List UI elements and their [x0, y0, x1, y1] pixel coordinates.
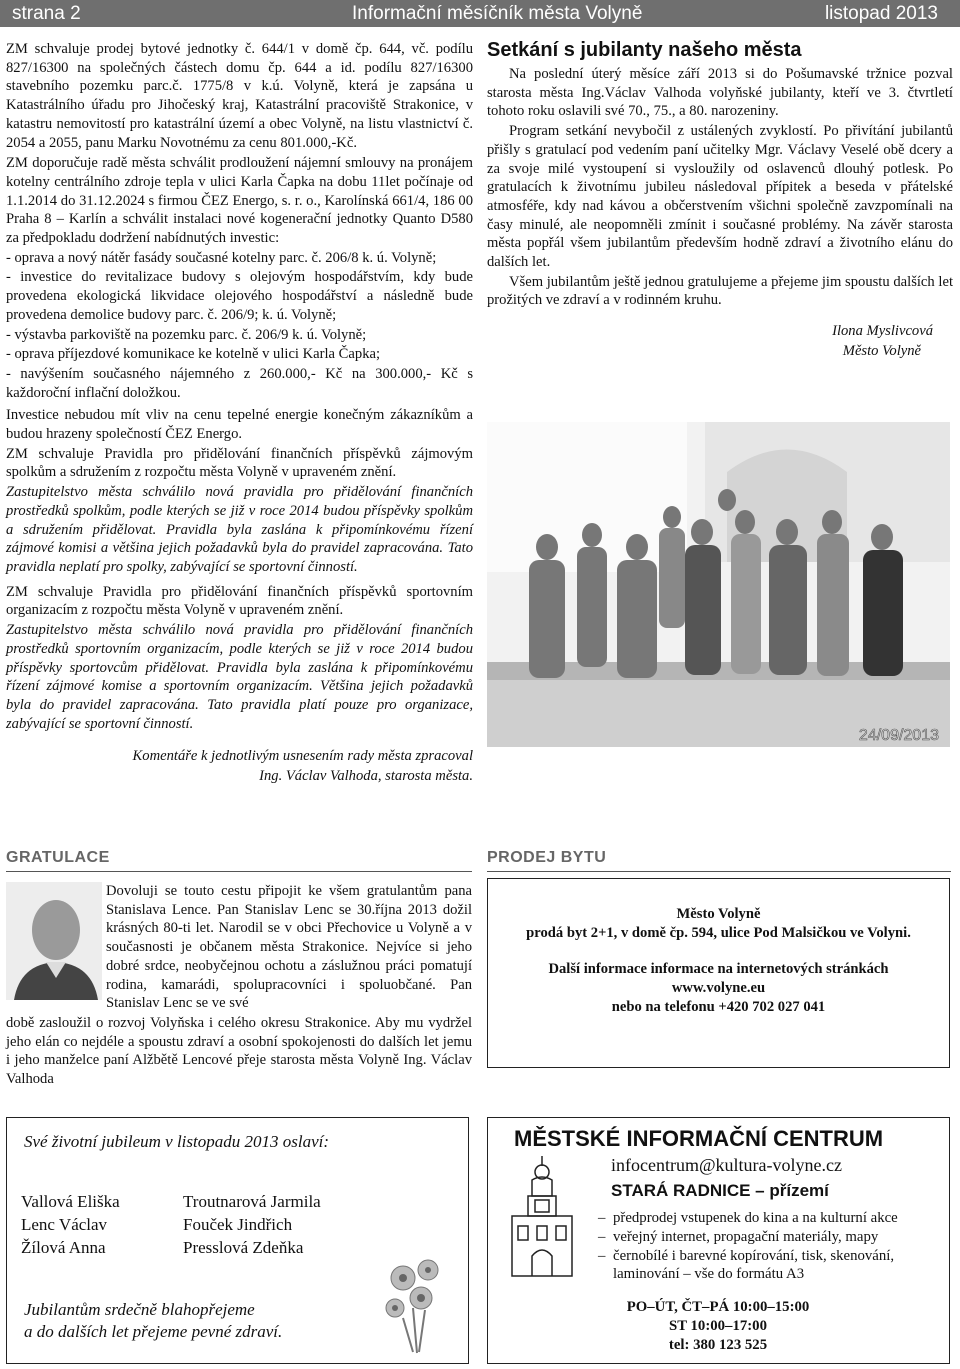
jubilant-name: Žílová Anna — [21, 1238, 106, 1257]
photo-date-stamp: 24/09/2013 — [858, 727, 939, 744]
article-author: Ilona Myslivcová — [832, 323, 933, 340]
group-photo-illustration — [487, 422, 950, 747]
article-title: Setkání s jubilanty našeho města — [487, 39, 802, 61]
names-left — [21, 1190, 120, 1259]
section-divider — [6, 871, 472, 872]
gratulace-text-indented: Dovoluji se touto cestu připojit ke všem gratulantům pana Stanislava Lence. Pan Stanislav Lenc se 30.října 2013 dožil krásných 80-ti let. Narodil se v obci Přechovice u Volyně a v současnosti je občanem města Strakonice. Nejvíce si jeho dobré srdce, neobyčejnou ochotu a záslužnou práci pomatují rodina, kamarádi, spolupracovníci i spoluobčané. Pan Stanislav Lenc se ve své — [106, 883, 472, 1012]
gratulace-text — [6, 882, 472, 1090]
resolution-clubs: ZM schvaluje Pravidla pro přidělování finančních příspěvků zájmovým spolkům a sdružením z rozpočtu města Volyně v upraveném znění. — [6, 445, 473, 481]
service-item: – černobílé i barevné kopírování, tisk, skenování, laminování – vše do formátu A3 — [598, 1247, 895, 1283]
birthday-wish-2: a do dalších let přejeme pevné zdraví. — [24, 1322, 283, 1341]
investment-list — [6, 249, 473, 403]
jubilee-article — [487, 38, 953, 362]
list-item: - výstavba parkoviště na pozemku parc. č. 206/9 k. ú. Volyně; — [6, 326, 367, 343]
services-list — [598, 1209, 943, 1284]
birthday-wish-1: Jubilantům srdečně blahopřejeme — [24, 1300, 255, 1319]
sale-city: Město Volyně — [676, 906, 761, 922]
jubilant-name: Lenc Václav — [21, 1215, 108, 1234]
sale-offer: prodá byt 2+1, v domě čp. 594, ulice Pod Malsičkou ve Volyni. — [526, 925, 911, 941]
info-centre-email: infocentrum@kultura-volyne.cz — [611, 1155, 842, 1175]
section-label-prodej: PRODEJ BYTU — [487, 849, 607, 866]
birthday-heading: Své životní jubileum v listopadu 2013 oslaví: — [24, 1132, 330, 1151]
sale-phone: nebo na telefonu +420 702 027 041 — [611, 999, 826, 1015]
names-right — [183, 1190, 321, 1259]
page-header — [0, 0, 960, 27]
page-number: strana 2 — [12, 3, 81, 24]
list-item: - oprava a nový nátěr fasády současné kotelny parc. č. 206/8 k. ú. Volyně; — [6, 249, 437, 266]
sports-comment: Zastupitelstvo města schválilo nová pravidla pro přidělování finančních prostředků sportovním organizacím, podle kterých se již v roce 2014 budou příspěvky sportovcům přidělovat. Pravidla byla zaslána k připomínkovému řízení zájmové komise a sportovním organizacím. Většina jejich požadavků byla do pravidel zapracována. Tato pravidla platí pouze pro organizace, zabývající se sportovní činností. — [6, 622, 473, 732]
article-author-org: Město Volyně — [842, 342, 921, 359]
resolution-boiler: ZM doporučuje radě města schválit prodloužení nájemní smlouvy na pronájem kotelny centrálního zdroje tepla v ulici Karla Čapka na dobu 11let počínaje od 1.1.2014 do 31.12.2024 s firmou ČEZ Energo, s. r. o., Karolínská 661/4, 186 00 Praha 8 – Karlín a schválit instalaci nové kogenerační jednotky Quanto D580 za předpokladu dodržení nabídnutých investic: — [6, 155, 473, 247]
council-resolutions — [6, 40, 473, 787]
section-divider — [487, 871, 951, 872]
opening-hours — [598, 1298, 838, 1355]
article-paragraph: Program setkání nevybočil z ustálených zvyklostí. Po přivítání jubilantů přišly s gratulací pod vedením paní učitelky Mgr. Václavy Veselé obě dcery a za svoje milé vystoupení si vysloužily od oslavenců dlouhý potlesk. Po gratulacích k životnímu jubileu následoval přípitek a beseda v přátelské atmosféře, kdy nad kávou a občerstvením všichni společně zavzpomínali na časy minulé, ale neopomněli zmínit i současné problémy. Na závěr starosta města popřál všem jubilantům především hodně zdraví a životního elánu do dalších let. — [487, 123, 953, 271]
gratulace-text-full: době zasloužil o rozvoj Volyňska i celého okresu Strakonice. Aby mu vydržel jeho elán co nejdéle a spoustu zdraví a osobní spokojenosti do dalších let jemu i jeho manželce paní Alžbětě Lencové přeje starosta města Volyně Ing. Václav Valhoda — [6, 1014, 472, 1088]
jubilant-name: Presslová Zdeňka — [183, 1238, 304, 1257]
list-item: - navýšením současného nájemného z 260.000,- Kč na 300.000,- Kč s každoroční inflační doložkou. — [6, 365, 473, 401]
town-hall-icon — [502, 1152, 582, 1282]
service-item: – veřejný internet, propagační materiály, mapy — [598, 1228, 879, 1245]
jubilant-name: Vallová Eliška — [21, 1192, 120, 1211]
sale-more-info: Další informace informace na internetových stránkách — [548, 961, 889, 977]
group-photo — [487, 422, 950, 747]
apartment-sale-box — [487, 878, 950, 1068]
birthday-box — [6, 1117, 469, 1364]
signoff-line2: Ing. Václav Valhoda, starosta města. — [259, 768, 473, 785]
signoff-line1: Komentáře k jednotlivým usnesením rady města zpracoval — [132, 748, 473, 765]
publication-title: Informační měsíčník města Volyně — [352, 3, 643, 24]
jubilant-name: Fouček Jindřich — [183, 1215, 293, 1234]
issue-date: listopad 2013 — [824, 3, 938, 24]
jubilant-name: Troutnarová Jarmila — [183, 1192, 321, 1211]
list-item: - oprava příjezdové komunikace ke kotelně v ulici Karla Čapka; — [6, 346, 381, 363]
info-centre-location: STARÁ RADNICE – přízemí — [611, 1181, 829, 1200]
flowers-icon — [373, 1248, 461, 1356]
clubs-comment: Zastupitelstvo města schválilo nová pravidla pro přidělování finančních prostředků spolkům, podle kterých se již v roce 2014 budou příspěvky spolkům a sdružením přidělovat. Pravidla byla zaslána k připomínkovému řízení zájmové komisi a většina jejich požadavků byla do pravidel zapracována. Tato pravidla neplatí pro spolky, zabývající se sportovní činností. — [6, 484, 473, 575]
resolution-sports: ZM schvaluje Pravidla pro přidělování finančních příspěvků sportovním organizacím z rozpočtu města Volyně v upraveném znění. — [6, 583, 473, 619]
sale-website: www.volyne.eu — [671, 980, 766, 996]
hours-weekdays: PO–ÚT, ČT–PÁ 10:00–15:00 — [626, 1299, 810, 1315]
investment-note: Investice nebudou mít vliv na cenu tepelné energie konečným zákazníkům a budou hrazeny společností ČEZ Energo. — [6, 407, 473, 443]
section-label-gratulace: GRATULACE — [6, 849, 110, 866]
article-paragraph: Všem jubilantům ještě jednou gratulujeme a přejeme jim spoustu dalších let prožitých ve zdraví a v rodinném kruhu. — [487, 273, 953, 309]
info-centre-title: MĚSTSKÉ INFORMAČNÍ CENTRUM — [514, 1126, 884, 1151]
resolution-sale: ZM schvaluje prodej bytové jednotky č. 644/1 v domě čp. 644, vč. podílu 827/16300 na společných částech domu čp. 644 a id. podílu 827/16300 stavebního pozemku parc.č. 1775/8 v k.ú. Volyně, která je zapsána u Katastrálního úřadu pro Jihočeský kraj, Katastrální pracoviště Strakonice, v katastru nemovitostí pro katastrální území a obec Volyně, na listu vlastnictví č. 2054 a 2055, panu Marku Novotnému za cenu 801.000,-Kč. — [6, 41, 473, 151]
hours-wednesday: ST 10:00–17:00 — [669, 1318, 767, 1334]
info-centre-phone: tel: 380 123 525 — [668, 1337, 768, 1353]
list-item: - investice do revitalizace budovy s olejovým hospodářstvím, kdy bude provedena ekologická likvidace olejového hospodářství a následně bude provedena demolice budovy parc. č. 206/9; k. ú. Volyně; — [6, 269, 473, 323]
info-centre-box — [487, 1117, 950, 1364]
service-item: – předprodej vstupenek do kina a na kulturní akce — [598, 1210, 898, 1226]
article-paragraph: Na poslední úterý měsíce září 2013 si do Pošumavské tržnice pozval starosta města Ing.Václav Valhoda volyňské jubilanty, kteří ve 3. čtvrtletí tohoto roku oslavili své 70., 75., a 80. narozeniny. — [487, 66, 953, 120]
